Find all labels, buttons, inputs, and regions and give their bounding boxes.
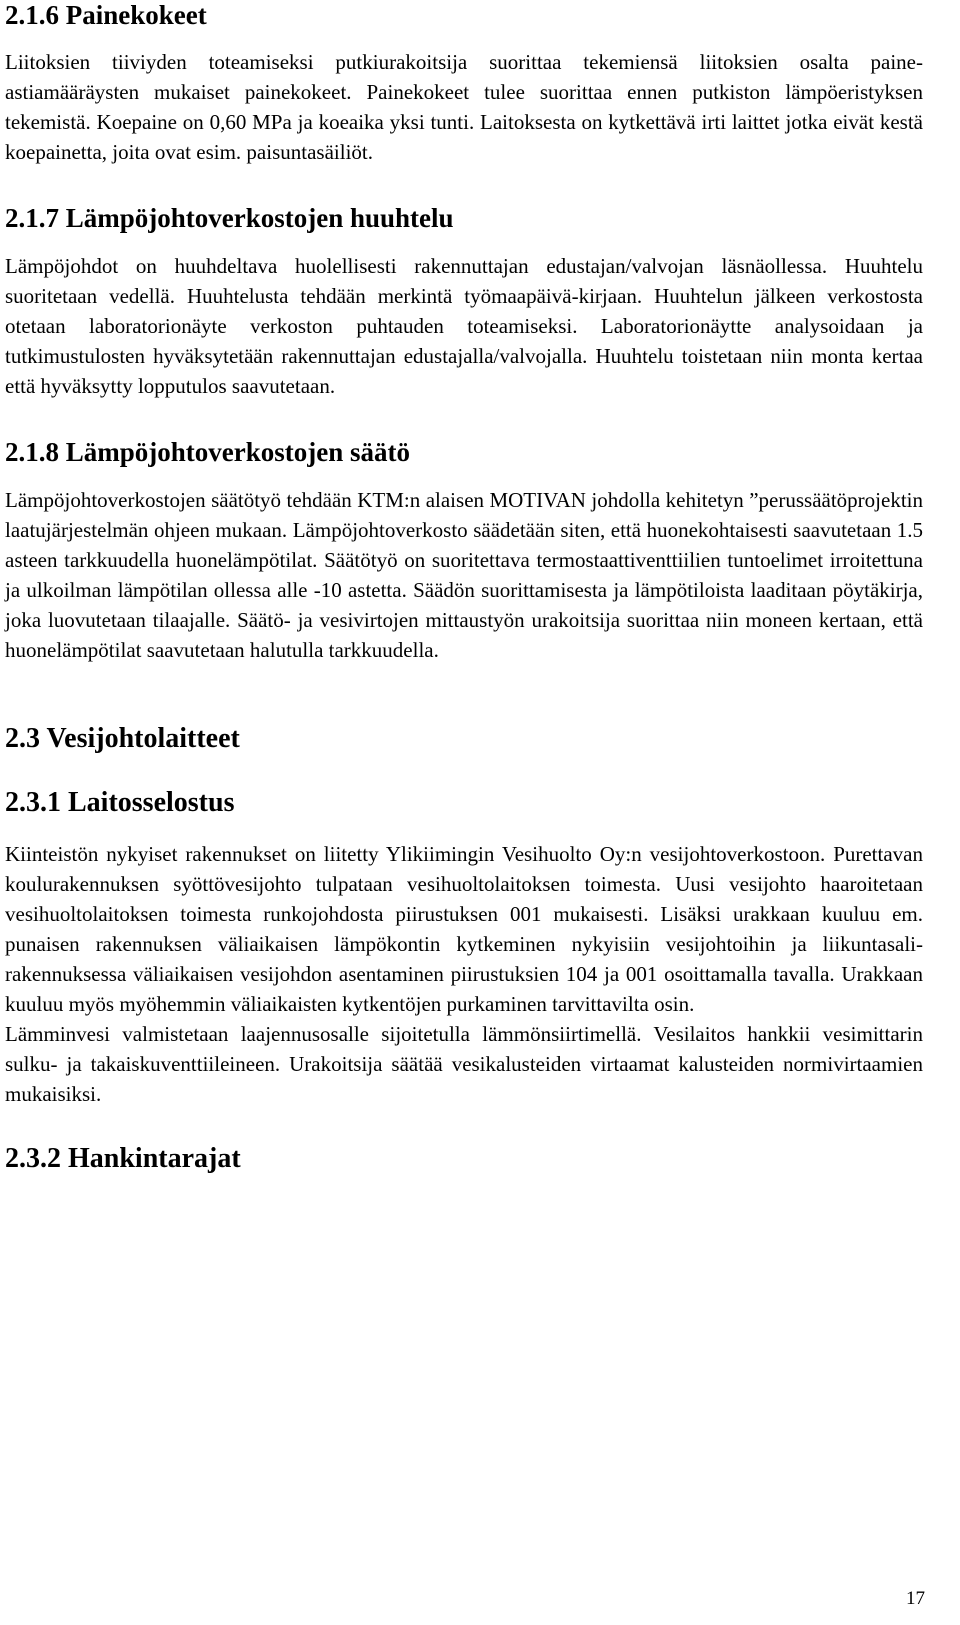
paragraph-plant-description-1: Kiinteistön nykyiset rakennukset on liitetty Ylikiimingin Vesihuolto Oy:n vesijohtoverkostoon. Purettavan koulurakennuksen syöttövesijohto tulpataan vesihuoltolaitoksen toimesta. Uusi vesijohto haaroitetaan vesihuoltolaitoksen toimesta runkojohdosta piirustuksen 001 mukaisesti. Lisäksi urakkaan kuuluu em. punaisen rakennuksen väliaikaisen lämpökontin kytkeminen nykyisiin vesijohtoihin ja liikuntasali-rakennuksessa väliaikaisen vesijohdon asentaminen piirustuksien 104 ja 001 osoittamalla tavalla. Urakkaan kuuluu myös myöhemmin väliaikaisten kytkentöjen purkaminen tarvittavilta osin. bbox=[5, 842, 923, 1016]
paragraph-balancing: Lämpöjohtoverkostojen säätötyö tehdään KTM:n alaisen MOTIVAN johdolla kehitetyn ”perussäätöprojektin laatujärjestelmän ohjeen mukaan. Lämpöjohtoverkosto säädetään siten, että huonekohtaisesti saavutetaan 1.5 asteen tarkkuudella huonelämpötilat. Säätötyö on suoritettava termostaattiventtiilien tuntoelimet irroitettuna ja ulkoilman lämpötilan ollessa alle -10 astetta. Säädön suorittamisesta ja lämpötiloista laaditaan pöytäkirja, joka luovutetaan tilaajalle. Säätö- ja vesivirtojen mittaustyön urakoitsija suorittaa niin moneen kertaan, että huonelämpötilat saavutetaan halutulla tarkkuudella. bbox=[5, 488, 923, 662]
page-number: 17 bbox=[906, 1588, 925, 1609]
paragraph-plant-description-2: Lämminvesi valmistetaan laajennusosalle sijoitetulla lämmönsiirtimellä. Vesilaitos hankkii vesimittarin sulku- ja takaiskuventtiileineen. Urakoitsija säätää vesikalusteiden virtaamat kalusteiden normivirtaamien mukaisiksi. bbox=[5, 1022, 923, 1106]
heading-2-1-6: 2.1.6 Painekokeet bbox=[5, 0, 207, 30]
heading-2-3-2: 2.3.2 Hankintarajat bbox=[5, 1143, 241, 1174]
heading-2-3-1: 2.3.1 Laitosselostus bbox=[5, 787, 235, 818]
heading-2-1-8: 2.1.8 Lämpöjohtoverkostojen säätö bbox=[5, 437, 410, 467]
section-2-3-1 bbox=[5, 787, 923, 1109]
section-2-1-6 bbox=[5, 0, 923, 167]
section-2-1-8 bbox=[5, 437, 923, 665]
section-2-3 bbox=[5, 723, 923, 755]
heading-2-1-7: 2.1.7 Lämpöjohtoverkostojen huuhtelu bbox=[5, 203, 454, 233]
paragraph-flushing: Lämpöjohdot on huuhdeltava huolellisesti rakennuttajan edustajan/valvojan läsnäollessa. Huuhtelu suoritetaan vedellä. Huuhtelusta tehdään merkintä työmaapäivä-kirjaan. Huuhtelun jälkeen verkostosta otetaan laboratorionäyte verkoston puhtauden toteamiseksi. Laboratorionäytte analysoidaan ja tutkimustulosten hyväksytetään rakennuttajan edustajalla/valvojalla. Huuhtelu toistetaan niin monta kertaa että hyväksytty lopputulos saavutetaan. bbox=[5, 254, 923, 398]
section-2-3-2 bbox=[5, 1143, 923, 1175]
paragraph-pressure-tests: Liitoksien tiiviyden toteamiseksi putkiurakoitsija suorittaa tekemiensä liitoksien osalta paine-astiamääräysten mukaiset painekokeet. Painekokeet tulee suorittaa ennen putkiston lämpöeristyksen tekemistä. Koepaine on 0,60 MPa ja koeaika yksi tunti. Laitoksesta on kytkettävä irti laittet jotka eivät kestä koepainetta, joita ovat esim. paisuntasäiliöt. bbox=[5, 50, 923, 164]
document-page bbox=[5, 0, 923, 1175]
heading-2-3: 2.3 Vesijohtolaitteet bbox=[5, 723, 240, 754]
section-2-1-7 bbox=[5, 203, 923, 401]
